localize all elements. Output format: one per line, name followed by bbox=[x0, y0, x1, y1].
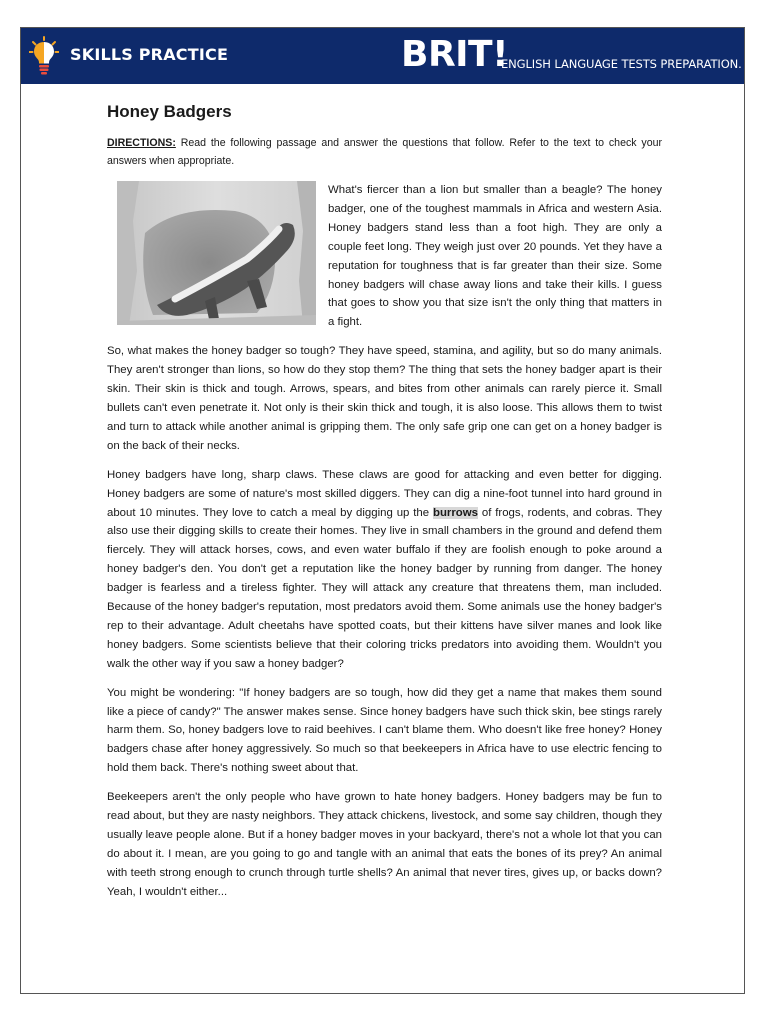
directions-label: DIRECTIONS: bbox=[107, 137, 176, 149]
paragraph-2: So, what makes the honey badger so tough? They have speed, stamina, and agility, but so do many animals. They aren't stronger than lions, so how do they stop them? The thing that sets the honey badger apart is their skin. Their skin is thick and tough. Arrows, spears, and bites from other animals can rarely pierce it. Small bullets can't even penetrate it. Not only is their skin thick and tough, it is also loose. This allows them to twist and turn to attack while another animal is gripping them. The only safe grip one can get on a honey badger is on the back of their necks. bbox=[107, 345, 662, 452]
header-banner bbox=[21, 28, 744, 84]
section-label: SKILLS PRACTICE bbox=[70, 45, 229, 64]
highlighted-word-burrows: burrows bbox=[433, 506, 478, 519]
brand-logo: BRIT! bbox=[401, 34, 509, 75]
page-title: Honey Badgers bbox=[107, 102, 232, 121]
article-body bbox=[107, 100, 662, 912]
paragraph-3-part-2: of frogs, rodents, and cobras. They also use their digging skills to create their homes. They live in small chambers in the ground and defend them fiercely. They will attack horses, cows, and even water buffalo if they are foolish enough to poke around a honey badger's den. You don't get a reputation like the honey badger by running from danger. The honey badger is fearless and a tireless fighter. They will attack any creature that threatens them, man included. Because of the honey badger's reputation, most predators avoid them. Some animals use the honey badger's rep to their advantage. Adult cheetahs have spotted coats, but their kittens have silver manes and look like honey badgers. Some scientists believe that their coloring tricks predators into avoiding them. Wouldn't you walk the other way if you saw a honey badger? bbox=[107, 506, 662, 670]
directions bbox=[107, 134, 662, 170]
paragraph-4: You might be wondering: "If honey badgers are so tough, how did they get a name that makes them sound like a piece of candy?" The answer makes sense. Since honey badgers have such thick skin, bee stings rarely harm them. So, honey badgers love to raid beehives. I can't blame them. Who doesn't like free honey? Honey badgers chase after honey aggressively. So much so that beekeepers in Africa have to use electric fencing to hold them back. There's nothing sweet about that. bbox=[107, 686, 662, 775]
directions-text: Read the following passage and answer the questions that follow. Refer to the text to check your answers when appropriate. bbox=[107, 137, 663, 167]
brand-tagline: ENGLISH LANGUAGE TESTS PREPARATION. bbox=[501, 57, 742, 71]
paragraph-3-part-1: Honey badgers have long, sharp claws. These claws are good for attacking and even better for digging. Honey badgers are some of nature's most skilled diggers. They can dig a nine-foot tunnel into hard ground in about 10 minutes. They love to catch a meal by digging up the bbox=[107, 468, 662, 519]
paragraph-1: What's fiercer than a lion but smaller than a beagle? The honey badger, one of the toughest mammals in Africa and western Asia. Honey badgers stand less than a foot high. They are only a couple feet long. They weigh just over 20 pounds. Yet they have a reputation for toughness that is far greater than their size. Some honey badgers will chase away lions and take their kills. I guess that goes to show you that size isn't the only thing that matters in a fight. bbox=[328, 184, 662, 329]
lightbulb-icon bbox=[29, 36, 59, 76]
paragraph-3 bbox=[107, 466, 662, 674]
honey-badger-photo bbox=[117, 181, 316, 325]
worksheet-page bbox=[20, 27, 745, 994]
paragraph-5: Beekeepers aren't the only people who have grown to hate honey badgers. Honey badgers may be fun to read about, but they are nasty neighbors. They attack chickens, livestock, and some say children, though they usually leave people alone. But if a honey badger moves in your backyard, there's not a whole lot that you can do about it. I mean, are you going to go and tangle with an animal that eats the bones of its prey? An animal with teeth strong enough to crunch through turtle shells? An animal that never tires, gives up, or backs down? Yeah, I wouldn't either... bbox=[107, 791, 662, 898]
